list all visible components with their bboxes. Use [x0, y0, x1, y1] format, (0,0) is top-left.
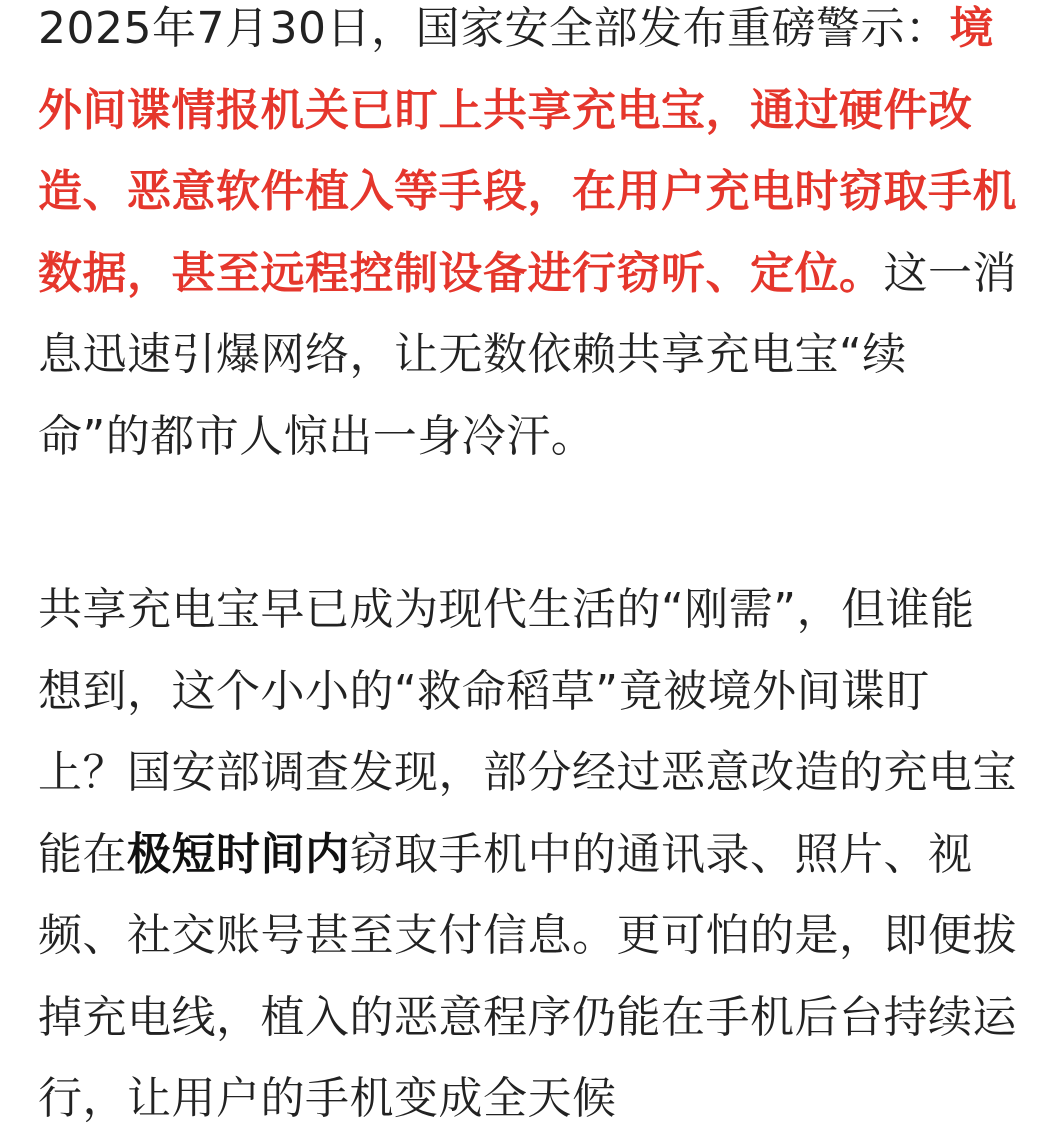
bold-emphasis-text: 极短时间内: [127, 828, 350, 880]
paragraph-outro-text: 这一消息迅速引爆网络，让无数依赖共享充电宝“续命”的都市人惊出一身冷汗。: [38, 247, 1017, 462]
paragraph-intro-text: 2025年7月30日，国家安全部发布重磅警示：: [38, 3, 950, 54]
paragraph-explanation: [38, 569, 1018, 1140]
article-body: [38, 0, 1018, 1140]
paragraph-warning: [38, 0, 1018, 477]
highlighted-warning-text: 境外间谍情报机关已盯上共享充电宝，通过硬件改造、恶意软件植入等手段，在用户充电时窃取手机数据，甚至远程控制设备进行窃听、定位。: [38, 3, 1017, 299]
paragraph-intro-text: 共享充电宝早已成为现代生活的“刚需”，但谁能想到，这个小小的“救命稻草”竟被境外间谍盯上？国安部调查发现，部分经过恶意改造的充电宝能在: [38, 584, 1017, 880]
paragraph-outro-text: 窃取手机中的通讯录、照片、视频、社交账号甚至支付信息。更可怕的是，即便拔掉充电线，植入的恶意程序仍能在手机后台持续运行，让用户的手机变成全天候: [38, 828, 1017, 1124]
